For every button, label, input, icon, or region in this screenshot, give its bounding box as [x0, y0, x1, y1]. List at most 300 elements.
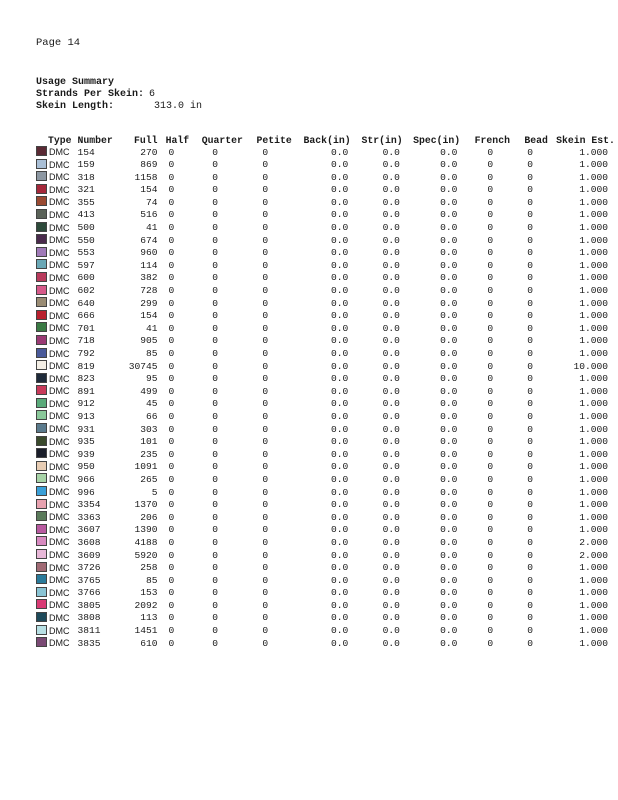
cell-bead: 0: [527, 247, 533, 259]
type-label: DMC: [49, 298, 70, 309]
cell-petite: 0: [262, 410, 269, 422]
type-label: DMC: [49, 449, 70, 460]
cell-petite: 0: [262, 562, 269, 574]
cell-number: 819: [77, 360, 95, 372]
color-swatch: [36, 398, 47, 408]
cell-str: 0.0: [382, 486, 400, 498]
cell-bead: 0: [527, 448, 533, 460]
cell-type: [34, 625, 75, 638]
cell-petite: 0: [262, 625, 269, 637]
cell-petite: 0: [262, 222, 269, 234]
cell-skein-est: 1.000: [579, 171, 608, 183]
cell-str: 0.0: [382, 259, 400, 271]
cell-full: 499: [140, 385, 158, 397]
cell-french: 0: [487, 486, 494, 498]
cell-half: 0: [168, 637, 175, 649]
table-row: [34, 247, 618, 260]
cell-skein-est: 1.000: [579, 448, 608, 460]
cell-skein-est: 1.000: [579, 196, 608, 208]
table-row: [34, 373, 618, 386]
cell-back: 0.0: [331, 524, 349, 536]
cell-half: 0: [168, 247, 175, 259]
cell-quarter: 0: [212, 398, 219, 410]
cell-str: 0.0: [382, 612, 400, 624]
cell-quarter: 0: [212, 385, 219, 397]
type-label: DMC: [49, 386, 70, 397]
header-type: Type: [48, 134, 72, 146]
cell-str: 0.0: [382, 536, 400, 548]
type-label: DMC: [49, 625, 70, 636]
cell-type: [34, 536, 75, 549]
cell-quarter: 0: [212, 499, 219, 511]
color-swatch: [36, 373, 47, 383]
cell-petite: 0: [262, 637, 269, 649]
cell-bead: 0: [527, 222, 533, 234]
cell-half: 0: [168, 410, 175, 422]
cell-petite: 0: [262, 184, 269, 196]
cell-quarter: 0: [212, 536, 219, 548]
type-label: DMC: [49, 550, 70, 560]
cell-back: 0.0: [331, 637, 349, 649]
cell-full: 1370: [134, 499, 158, 511]
cell-bead: 0: [527, 436, 533, 448]
cell-type: [34, 247, 75, 260]
cell-full: 869: [140, 159, 158, 171]
cell-back: 0.0: [331, 259, 349, 271]
color-swatch: [36, 360, 47, 370]
cell-quarter: 0: [212, 625, 219, 637]
cell-quarter: 0: [212, 360, 219, 372]
cell-quarter: 0: [212, 423, 219, 435]
cell-quarter: 0: [212, 171, 219, 183]
cell-spec: 0.0: [440, 423, 458, 435]
type-label: DMC: [49, 373, 70, 384]
cell-quarter: 0: [212, 436, 219, 448]
table-body: [34, 146, 618, 650]
cell-quarter: 0: [212, 524, 219, 536]
cell-spec: 0.0: [440, 410, 458, 422]
table-row: [34, 549, 618, 562]
cell-number: 3766: [77, 587, 101, 599]
cell-skein-est: 1.000: [579, 184, 608, 196]
cell-bead: 0: [527, 511, 533, 523]
cell-number: 550: [77, 234, 95, 246]
cell-str: 0.0: [382, 625, 400, 637]
cell-full: 5: [151, 486, 158, 498]
table-row: [34, 360, 618, 373]
table-row: [34, 625, 618, 638]
cell-petite: 0: [262, 549, 269, 561]
color-swatch: [36, 259, 47, 269]
cell-french: 0: [487, 423, 494, 435]
cell-petite: 0: [262, 159, 269, 171]
cell-type: [34, 272, 75, 285]
cell-half: 0: [168, 146, 175, 158]
cell-number: 931: [77, 423, 95, 435]
cell-french: 0: [487, 410, 494, 422]
color-swatch: [36, 222, 47, 232]
cell-str: 0.0: [382, 322, 400, 334]
cell-quarter: 0: [212, 196, 219, 208]
table-row: [34, 473, 618, 486]
cell-type: [34, 222, 75, 235]
table-row: [34, 184, 618, 197]
cell-back: 0.0: [331, 599, 349, 611]
table-row: [34, 297, 618, 310]
cell-petite: 0: [262, 612, 269, 624]
cell-number: 154: [77, 146, 95, 158]
header-str: Str(in): [361, 134, 403, 146]
cell-petite: 0: [262, 272, 269, 284]
cell-back: 0.0: [331, 348, 349, 359]
cell-half: 0: [168, 486, 175, 498]
cell-type: [34, 461, 75, 474]
color-swatch: [36, 637, 47, 647]
cell-bead: 0: [527, 549, 533, 561]
cell-skein-est: 1.000: [579, 335, 608, 347]
cell-skein-est: 2.000: [579, 549, 608, 561]
cell-french: 0: [487, 436, 494, 448]
cell-french: 0: [487, 196, 494, 208]
cell-skein-est: 1.000: [579, 461, 608, 473]
cell-bead: 0: [527, 536, 533, 548]
cell-bead: 0: [527, 335, 533, 347]
cell-spec: 0.0: [440, 322, 458, 334]
cell-type: [34, 486, 75, 499]
cell-petite: 0: [262, 209, 269, 221]
cell-back: 0.0: [331, 285, 349, 297]
cell-back: 0.0: [331, 222, 349, 234]
cell-half: 0: [168, 448, 175, 460]
cell-full: 206: [140, 511, 158, 523]
cell-str: 0.0: [382, 234, 400, 246]
cell-skein-est: 1.000: [579, 310, 608, 322]
strands-per-skein-value: 6: [149, 89, 156, 100]
cell-type: [34, 599, 75, 612]
cell-full: 30745: [128, 360, 158, 372]
table-row: [34, 486, 618, 499]
header-french: French: [474, 134, 510, 146]
cell-bead: 0: [527, 461, 533, 473]
cell-french: 0: [487, 562, 494, 574]
cell-full: 4188: [134, 536, 158, 548]
color-swatch: [36, 272, 47, 282]
cell-french: 0: [487, 272, 494, 284]
cell-bead: 0: [527, 410, 533, 422]
cell-back: 0.0: [331, 549, 349, 561]
cell-skein-est: 1.000: [579, 562, 608, 574]
cell-str: 0.0: [382, 146, 400, 158]
cell-bead: 0: [527, 146, 533, 158]
type-label: DMC: [49, 197, 70, 208]
cell-half: 0: [168, 209, 175, 221]
cell-french: 0: [487, 222, 494, 234]
cell-half: 0: [168, 587, 175, 599]
cell-type: [34, 499, 75, 512]
cell-half: 0: [168, 473, 175, 485]
cell-spec: 0.0: [440, 247, 458, 259]
cell-half: 0: [168, 536, 175, 548]
cell-back: 0.0: [331, 473, 349, 485]
cell-french: 0: [487, 259, 494, 271]
cell-bead: 0: [527, 562, 533, 574]
cell-spec: 0.0: [440, 599, 458, 611]
cell-number: 553: [77, 247, 95, 259]
cell-quarter: 0: [212, 247, 219, 259]
cell-petite: 0: [262, 499, 269, 511]
cell-petite: 0: [262, 247, 269, 259]
cell-number: 602: [77, 285, 95, 297]
cell-bead: 0: [527, 612, 533, 624]
cell-spec: 0.0: [440, 171, 458, 183]
type-label: DMC: [49, 310, 70, 321]
cell-skein-est: 1.000: [579, 373, 608, 385]
cell-spec: 0.0: [440, 348, 458, 359]
cell-spec: 0.0: [440, 285, 458, 297]
cell-half: 0: [168, 234, 175, 246]
cell-number: 500: [77, 222, 95, 234]
color-swatch: [36, 574, 47, 584]
cell-str: 0.0: [382, 473, 400, 485]
cell-half: 0: [168, 259, 175, 271]
skein-length-value: 313.0 in: [154, 101, 203, 112]
table-row: [34, 448, 618, 461]
cell-back: 0.0: [331, 171, 349, 183]
type-label: DMC: [49, 524, 70, 535]
cell-quarter: 0: [212, 159, 219, 171]
cell-str: 0.0: [382, 373, 400, 385]
table-row: [34, 196, 618, 209]
cell-full: 516: [140, 209, 158, 221]
cell-full: 674: [140, 234, 158, 246]
page-number: Page 14: [36, 37, 81, 49]
cell-back: 0.0: [331, 486, 349, 498]
color-swatch: [36, 423, 47, 433]
cell-spec: 0.0: [440, 549, 458, 561]
cell-full: 5920: [134, 549, 158, 561]
cell-full: 270: [140, 146, 158, 158]
cell-quarter: 0: [212, 348, 219, 359]
cell-quarter: 0: [212, 222, 219, 234]
cell-type: [34, 171, 75, 184]
table-row: [34, 511, 618, 524]
cell-back: 0.0: [331, 574, 349, 586]
color-swatch: [36, 247, 47, 257]
color-swatch: [36, 473, 47, 483]
cell-back: 0.0: [331, 159, 349, 171]
cell-back: 0.0: [331, 247, 349, 259]
cell-skein-est: 1.000: [579, 247, 608, 259]
cell-number: 996: [77, 486, 95, 498]
cell-half: 0: [168, 625, 175, 637]
cell-number: 3811: [77, 625, 101, 637]
cell-petite: 0: [262, 385, 269, 397]
cell-back: 0.0: [331, 234, 349, 246]
cell-spec: 0.0: [440, 461, 458, 473]
cell-type: [34, 612, 75, 625]
cell-type: [34, 385, 75, 398]
type-label: DMC: [49, 159, 70, 170]
cell-spec: 0.0: [440, 448, 458, 460]
cell-quarter: 0: [212, 486, 219, 498]
cell-spec: 0.0: [440, 473, 458, 485]
cell-french: 0: [487, 587, 494, 599]
cell-full: 265: [140, 473, 158, 485]
cell-skein-est: 1.000: [579, 473, 608, 485]
cell-petite: 0: [262, 146, 269, 158]
cell-str: 0.0: [382, 524, 400, 536]
table-row: [34, 398, 618, 411]
cell-skein-est: 1.000: [579, 587, 608, 599]
cell-bead: 0: [527, 310, 533, 322]
cell-number: 3808: [77, 612, 101, 624]
cell-petite: 0: [262, 348, 269, 359]
cell-type: [34, 587, 75, 600]
cell-half: 0: [168, 159, 175, 171]
cell-full: 303: [140, 423, 158, 435]
cell-str: 0.0: [382, 410, 400, 422]
type-label: DMC: [49, 461, 70, 472]
cell-type: [34, 360, 75, 373]
cell-spec: 0.0: [440, 272, 458, 284]
cell-petite: 0: [262, 486, 269, 498]
cell-type: [34, 562, 75, 575]
cell-number: 701: [77, 322, 95, 334]
table-row: [34, 272, 618, 285]
cell-skein-est: 1.000: [579, 322, 608, 334]
table-row: [34, 423, 618, 436]
table-row: [34, 587, 618, 600]
cell-bead: 0: [527, 159, 533, 171]
cell-number: 640: [77, 297, 95, 309]
cell-str: 0.0: [382, 222, 400, 234]
cell-type: [34, 423, 75, 436]
cell-back: 0.0: [331, 184, 349, 196]
cell-number: 318: [77, 171, 95, 183]
cell-full: 905: [140, 335, 158, 347]
table-row: [34, 171, 618, 184]
cell-full: 85: [145, 348, 158, 359]
usage-table: [34, 134, 618, 650]
cell-number: 718: [77, 335, 95, 347]
cell-type: [34, 637, 75, 650]
table-header-row: [34, 134, 618, 146]
header-half: Half: [165, 134, 190, 146]
cell-french: 0: [487, 536, 494, 548]
cell-type: [34, 511, 75, 524]
color-swatch: [36, 536, 47, 546]
cell-petite: 0: [262, 259, 269, 271]
cell-half: 0: [168, 612, 175, 624]
cell-number: 3765: [77, 574, 101, 586]
cell-type: [34, 184, 75, 197]
type-label: DMC: [49, 424, 70, 435]
cell-skein-est: 1.000: [579, 599, 608, 611]
table-row: [34, 536, 618, 549]
color-swatch: [36, 297, 47, 307]
cell-french: 0: [487, 625, 494, 637]
cell-back: 0.0: [331, 398, 349, 410]
cell-bead: 0: [527, 625, 533, 637]
cell-str: 0.0: [382, 184, 400, 196]
cell-back: 0.0: [331, 461, 349, 473]
color-swatch: [36, 436, 47, 446]
cell-back: 0.0: [331, 587, 349, 599]
cell-bead: 0: [527, 473, 533, 485]
cell-type: [34, 285, 75, 298]
cell-french: 0: [487, 574, 494, 586]
cell-half: 0: [168, 360, 175, 372]
cell-type: [34, 159, 75, 172]
cell-french: 0: [487, 348, 494, 359]
cell-number: 891: [77, 385, 95, 397]
cell-skein-est: 1.000: [579, 285, 608, 297]
header-petite: Petite: [256, 134, 292, 146]
cell-str: 0.0: [382, 562, 400, 574]
cell-str: 0.0: [382, 348, 400, 359]
type-label: DMC: [49, 335, 70, 346]
type-label: DMC: [49, 184, 70, 195]
cell-petite: 0: [262, 373, 269, 385]
cell-str: 0.0: [382, 637, 400, 649]
cell-half: 0: [168, 171, 175, 183]
table-row: [34, 410, 618, 423]
type-label: DMC: [49, 260, 70, 271]
cell-quarter: 0: [212, 310, 219, 322]
cell-bead: 0: [527, 171, 533, 183]
cell-half: 0: [168, 285, 175, 297]
cell-str: 0.0: [382, 335, 400, 347]
cell-skein-est: 1.000: [579, 385, 608, 397]
cell-petite: 0: [262, 587, 269, 599]
type-label: DMC: [49, 209, 70, 220]
cell-bead: 0: [527, 285, 533, 297]
cell-full: 66: [145, 410, 158, 422]
cell-petite: 0: [262, 171, 269, 183]
type-label: DMC: [49, 222, 70, 233]
cell-str: 0.0: [382, 499, 400, 511]
cell-full: 114: [140, 259, 158, 271]
cell-full: 95: [145, 373, 158, 385]
cell-back: 0.0: [331, 209, 349, 221]
cell-number: 3726: [77, 562, 101, 574]
cell-spec: 0.0: [440, 146, 458, 158]
cell-back: 0.0: [331, 360, 349, 372]
cell-quarter: 0: [212, 335, 219, 347]
cell-quarter: 0: [212, 549, 219, 561]
cell-type: [34, 348, 75, 361]
cell-skein-est: 1.000: [579, 222, 608, 234]
cell-petite: 0: [262, 524, 269, 536]
cell-skein-est: 1.000: [579, 146, 608, 158]
cell-full: 382: [140, 272, 158, 284]
cell-spec: 0.0: [440, 612, 458, 624]
table-row: [34, 209, 618, 222]
cell-half: 0: [168, 562, 175, 574]
cell-petite: 0: [262, 322, 269, 334]
cell-half: 0: [168, 272, 175, 284]
cell-spec: 0.0: [440, 398, 458, 410]
cell-number: 939: [77, 448, 95, 460]
color-swatch: [36, 335, 47, 345]
cell-str: 0.0: [382, 285, 400, 297]
type-label: DMC: [49, 398, 70, 409]
cell-half: 0: [168, 524, 175, 536]
cell-type: [34, 335, 75, 348]
cell-french: 0: [487, 159, 494, 171]
cell-bead: 0: [527, 234, 533, 246]
cell-back: 0.0: [331, 625, 349, 637]
